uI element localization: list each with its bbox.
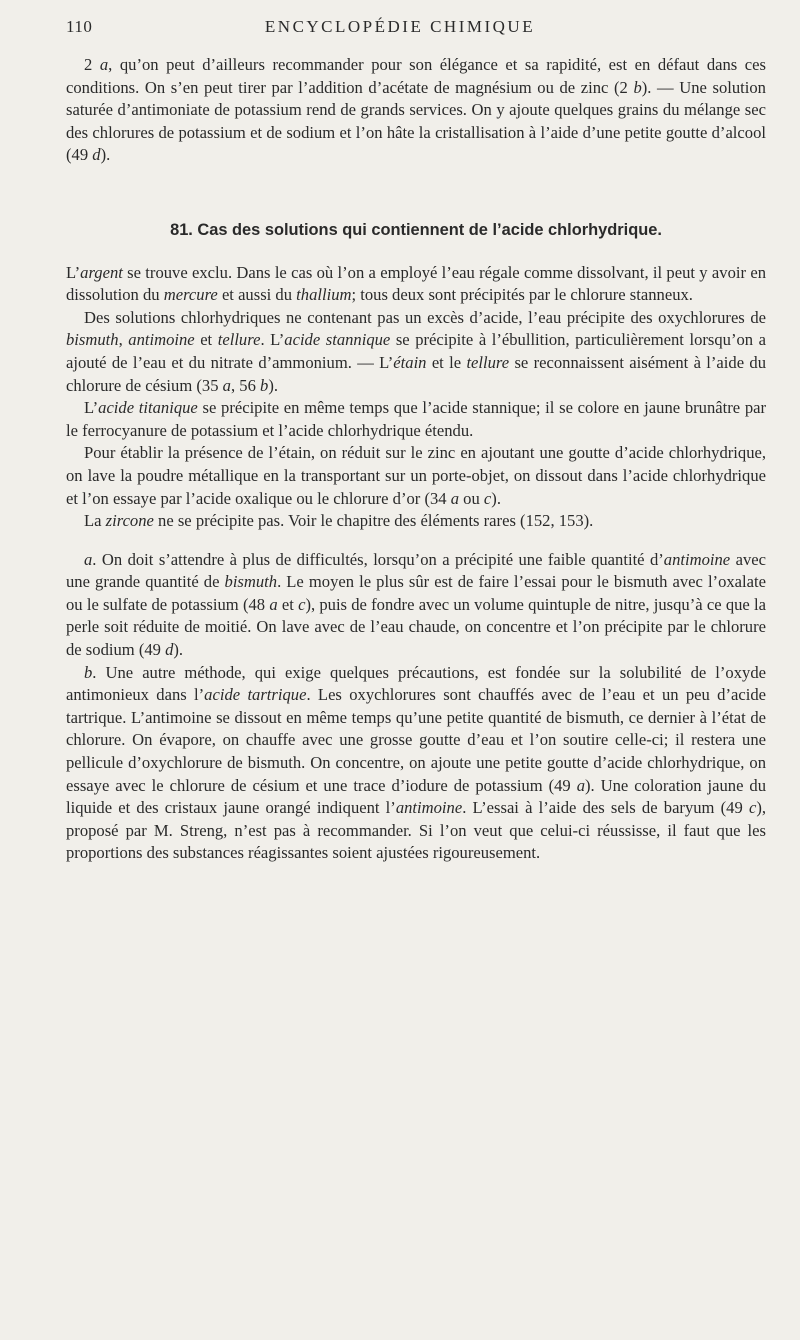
body-text	[66, 54, 766, 865]
section-paragraph: Des solutions chlorhydriques ne contenant pas un excès d’acide, l’eau précipite des oxychlorures de bismuth, antimoine et tellure. L’acide stannique se précipite à l’ébullition, particulièrement lorsqu’on a ajouté de l’eau et du nitrate d’ammonium. — L’étain et le tellure se reconnaissent aisément à l’aide du chlorure de césium (35 a, 56 b).	[66, 307, 766, 395]
italic-term: a	[84, 549, 93, 569]
italic-term: a	[99, 55, 109, 74]
paragraph-gap	[66, 533, 766, 549]
italic-term: zircone	[105, 511, 154, 531]
italic-term: antimoine	[663, 549, 731, 569]
italic-term: acide stannique	[284, 330, 391, 350]
italic-term: d	[165, 640, 174, 660]
section-paragraph: b. Une autre méthode, qui exige quelques précautions, est fondée sur la solubilité de l’oxyde antimonieux dans l’acide tartrique. Les oxychlorures sont chauffés avec de l’eau et un peu d’acide tartrique. L’antimoine se dissout en même temps qu’une petite quantité de bismuth, ce dernier à l’état de chlorure. On évapore, on chauffe avec une grosse goutte d’eau et l’on soutire celle-ci; il restera une pellicule d’oxychlorure de bismuth. On concentre, on ajoute une petite goutte d’acide chlorhydrique, on essaye avec le chlorure de césium et une trace d’iodure de potassium (49 a). Une coloration jaune du liquide et des cristaux jaune orangé indiquent l’antimoine. L’essai à l’aide des sels de baryum (49 c), proposé par M. Streng, n’est pas à recommander. Si l’on veut que celui-ci réussisse, il faut que les proportions des substances réagissantes soient ajustées rigoureusement.	[66, 662, 767, 863]
italic-term: b	[84, 662, 93, 682]
italic-term: antimoine	[395, 798, 463, 818]
italic-term: a	[222, 375, 231, 395]
italic-term: tellure	[466, 352, 510, 372]
running-title: ENCYCLOPÉDIE CHIMIQUE	[264, 17, 536, 36]
italic-term: c	[298, 594, 306, 614]
page-number: 110	[66, 17, 93, 36]
section-paragraph: a. On doit s’attendre à plus de difficultés, lorsqu’on a précipité une faible quantité d’antimoine avec une grande quantité de bismuth. Le moyen le plus sûr est de faire l’essai pour le bismuth avec l’oxalate ou le sulfate de potassium (48 a et c), puis de fondre avec un volume quintuple de nitre, jusqu’à ce que la perle soit réduite de moitié. On lave avec de l’eau chaude, on concentre et l’on précipite par le chlorure de sodium (49 d).	[66, 549, 766, 660]
page-header	[0, 17, 800, 41]
section-paragraph: L’argent se trouve exclu. Dans le cas où l’on a employé l’eau régale comme dissolvant, il peut y avoir en dissolution du mercure et aussi du thallium; tous deux sont précipités par le chlorure stanneux.	[66, 262, 766, 305]
italic-term: argent	[80, 262, 123, 282]
section-paragraph: Pour établir la présence de l’étain, on réduit sur le zinc en ajoutant une goutte d’acide chlorhydrique, on lave la poudre métallique en la transportant sur un porte-objet, on dissout dans l’acide chlorhydrique et l’on essaye par l’acide oxalique ou le chlorure d’or (34 a ou c).	[66, 443, 766, 508]
italic-term: a	[269, 594, 278, 614]
section-paragraph: La zircone ne se précipite pas. Voir le chapitre des éléments rares (152, 153).	[84, 511, 594, 531]
italic-term: c	[748, 798, 757, 818]
italic-term: bismuth	[66, 330, 119, 350]
italic-term: a	[576, 775, 585, 795]
italic-term: c	[483, 488, 492, 508]
section-paragraph: L’acide titanique se précipite en même temps que l’acide stannique; il se colore en jaune brunâtre par le ferrocyanure de potassium et l’acide chlorhydrique étendu.	[66, 398, 767, 440]
italic-term: acide tartrique	[204, 685, 307, 705]
italic-term: thallium	[296, 285, 352, 305]
italic-term: antimoine	[128, 330, 195, 350]
italic-term: b	[260, 375, 269, 395]
italic-term: d	[92, 145, 101, 165]
italic-term: étain	[393, 352, 427, 372]
paragraph-continuation: 2 a, qu’on peut d’ailleurs recommander pour son élégance et sa rapidité, est en défaut dans ces conditions. On s’en peut tirer par l’addition d’acétate de magnésium ou de zinc (2 b). — Une solution saturée d’antimoniate de potassium rend de grands services. On y ajoute quelques grains du mélange sec des chlorures de potassium et de sodium et l’on hâte la cristallisation à l’aide d’une petite goutte d’alcool (49 d).	[66, 55, 766, 165]
italic-term: acide titanique	[98, 398, 198, 418]
italic-term: tellure	[217, 330, 261, 350]
italic-term: b	[633, 77, 642, 97]
italic-term: bismuth	[224, 572, 278, 592]
italic-term: mercure	[163, 285, 218, 305]
section-title: 81. Cas des solutions qui contiennent de l’acide chlorhydrique.	[170, 220, 662, 239]
italic-term: a	[450, 488, 460, 508]
